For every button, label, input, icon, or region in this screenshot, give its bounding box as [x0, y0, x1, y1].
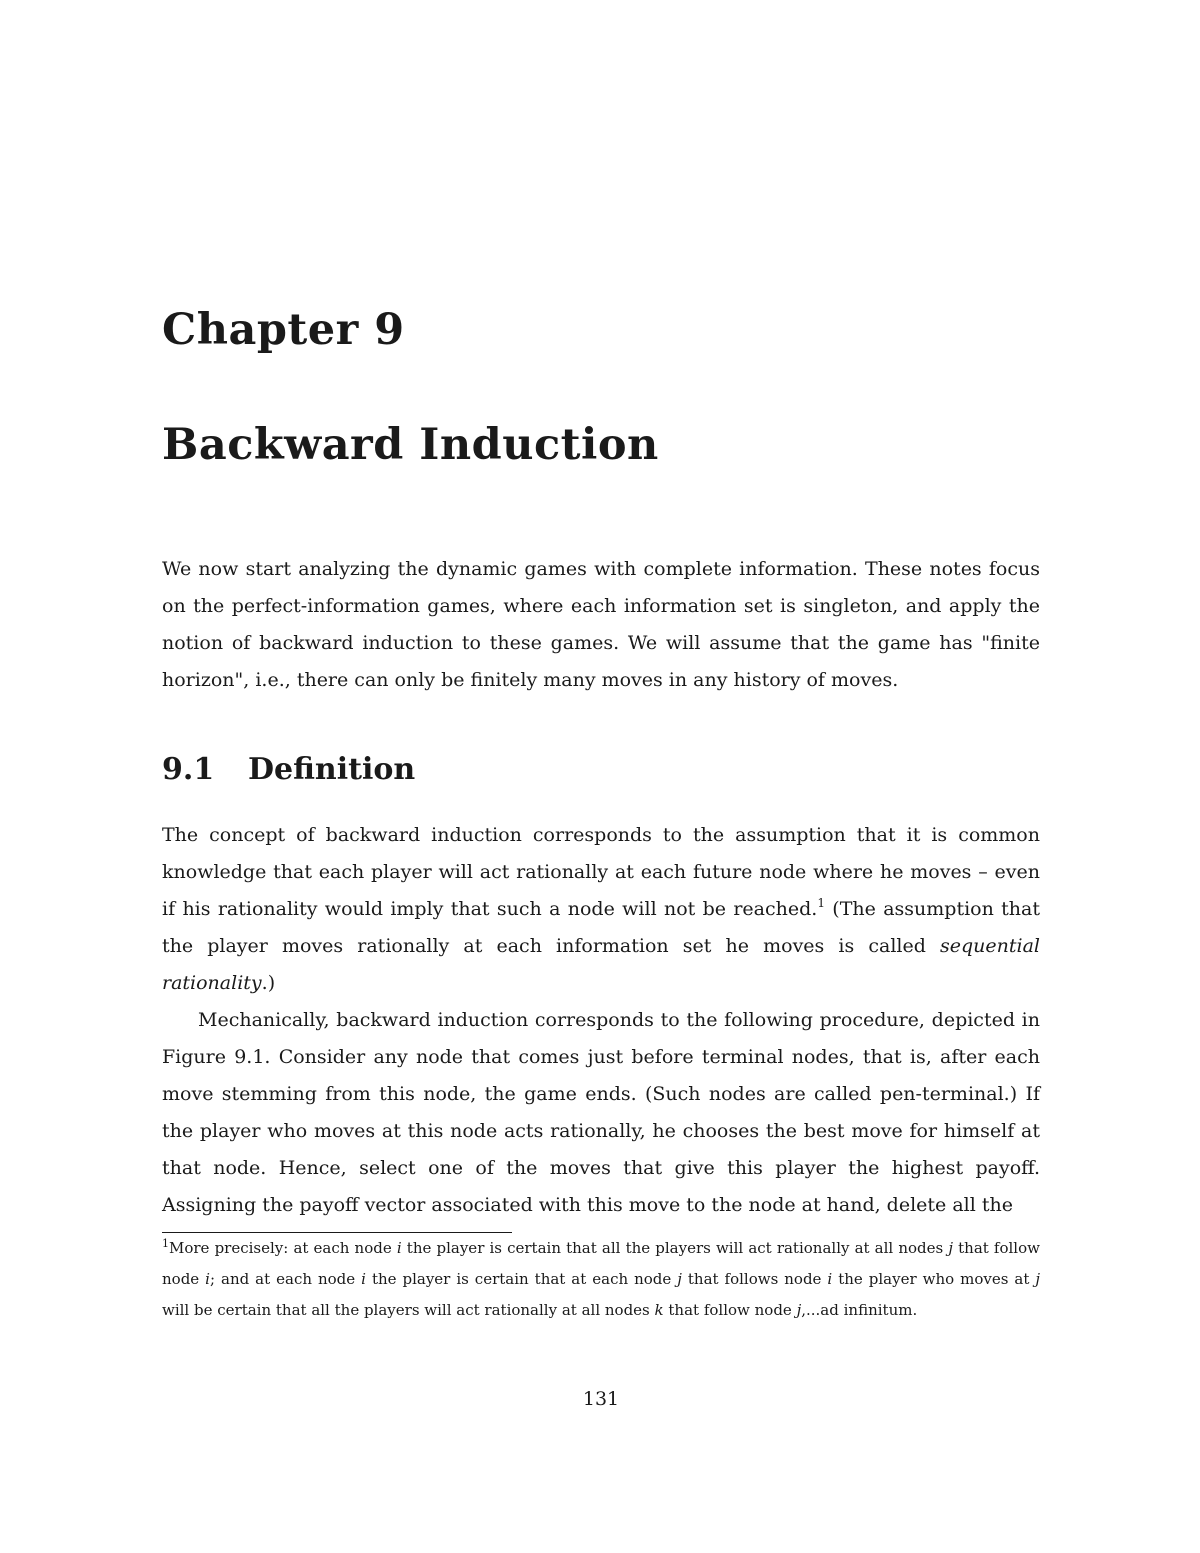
- footnote-variable: j: [677, 1270, 682, 1288]
- footnote-text: that follows node: [681, 1270, 828, 1288]
- footnote-text: the player is certain that all the players will act rationally at all nodes: [401, 1239, 949, 1257]
- procedure-paragraph: Mechanically, backward induction corresponds to the following procedure, depicted in Figure 9.1. Consider any node that comes just before terminal nodes, that is, after each move stemming from this node, the game ends. (Such nodes are called pen-terminal.) If the player who moves at this node acts rationally, he chooses the best move for himself at that node. Hence, select one of the moves that give this player the highest payoff. Assigning the payoff vector associated with this move to the node at hand, delete all the: [162, 1009, 1040, 1216]
- footnote-text: ; and at each node: [209, 1270, 362, 1288]
- page-number: 131: [582, 1388, 620, 1410]
- footnote-text: the player who moves at: [832, 1270, 1036, 1288]
- chapter-title: Backward Induction: [162, 420, 659, 470]
- footnote-text: that follow node: [162, 1239, 1040, 1288]
- definition-text-c: .): [261, 972, 276, 994]
- definition-paragraph: [162, 817, 1040, 1002]
- footnote-variable: i: [396, 1239, 402, 1257]
- footnote-text: the player is certain that at each node: [365, 1270, 678, 1288]
- footnote-variable: j: [948, 1239, 954, 1257]
- footnote-mark: 1: [162, 1237, 169, 1250]
- footnote-variable: j: [796, 1301, 802, 1319]
- intro-paragraph: We now start analyzing the dynamic games with complete information. These notes focus on the perfect-information games, where each information set is singleton, and apply the notion of backward induction to these games. We will assume that the game has "finite horizon", i.e., there can only be finitely many moves in any history of moves.: [162, 558, 1040, 691]
- section-body: [162, 817, 1040, 1224]
- section-title: Definition: [248, 752, 416, 787]
- footnote-variable: j: [1035, 1270, 1040, 1288]
- footnote: [162, 1233, 1040, 1326]
- definition-text-b: (The assumption that the player moves rationally at each information set he moves is called: [162, 898, 1040, 957]
- footnote-text: ,...ad infinitum.: [801, 1301, 918, 1319]
- definition-text-a: The concept of backward induction corresponds to the assumption that it is common knowledge that each player will act rationally at each future node where he moves – even if his rationality would imply that such a node will not be reached.: [162, 824, 1040, 920]
- document-page: [162, 0, 1040, 1553]
- footnote-variable: i: [205, 1270, 210, 1288]
- chapter-label: Chapter 9: [162, 305, 405, 355]
- section-heading: [162, 748, 415, 792]
- emphasis-term: sequential rationality: [162, 935, 1040, 994]
- footnote-reference[interactable]: 1: [817, 896, 825, 910]
- section-number: 9.1: [162, 752, 215, 787]
- footnote-text: that follow node: [663, 1301, 797, 1319]
- footnote-variable: k: [654, 1301, 664, 1319]
- footnote-text: More precisely: at each node: [169, 1239, 397, 1257]
- footnote-variable: i: [361, 1270, 366, 1288]
- footnote-variable: i: [827, 1270, 833, 1288]
- footnote-text: will be certain that all the players will act rationally at all nodes: [162, 1301, 655, 1319]
